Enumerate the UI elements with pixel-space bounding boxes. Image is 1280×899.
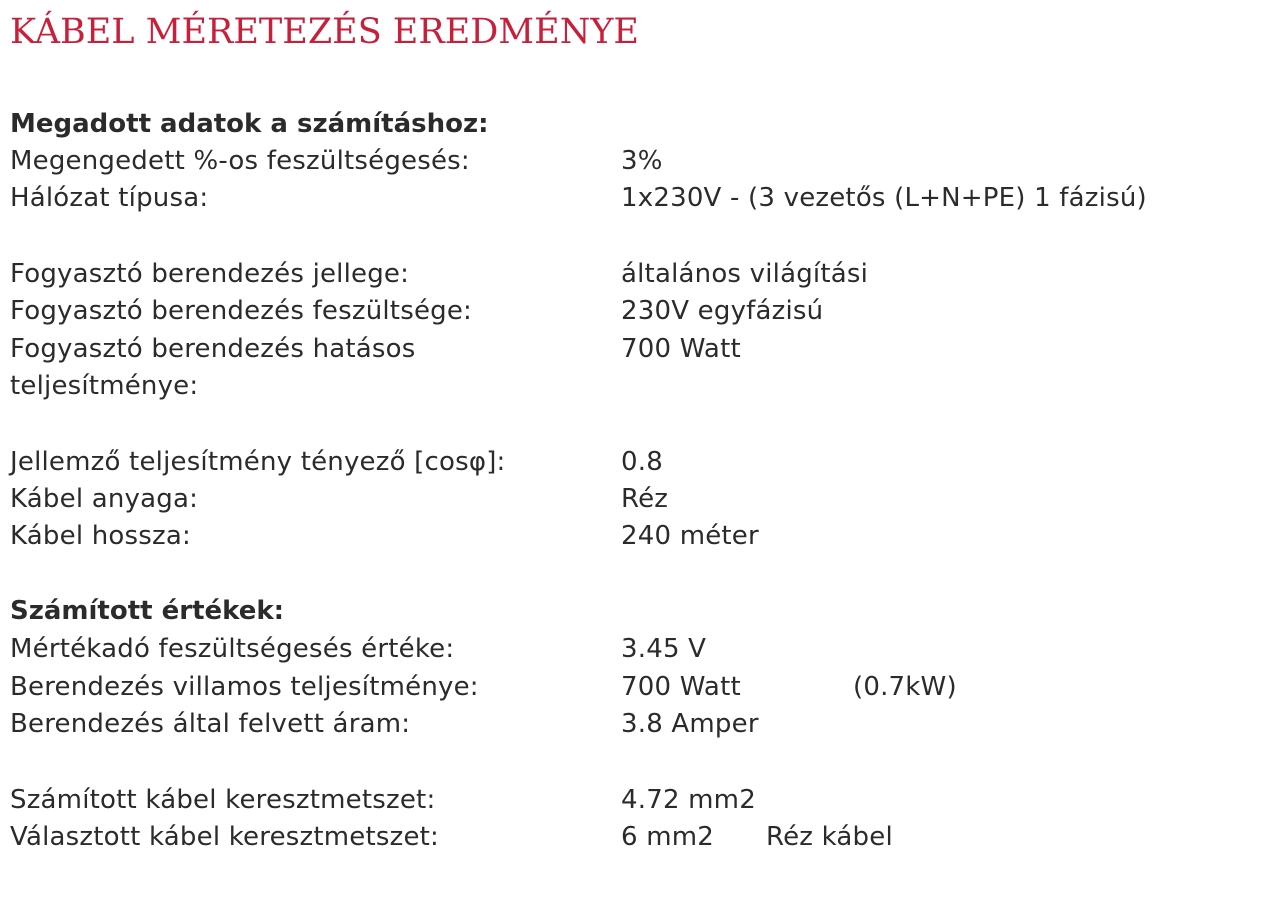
row-label: Fogyasztó berendezés hatásos teljesítménye:	[10, 334, 416, 401]
row-value: 700 Watt	[621, 672, 741, 702]
row-value: 1x230V - (3 vezetős (L+N+PE) 1 fázisú)	[621, 183, 1147, 213]
row-label: Hálózat típusa:	[10, 183, 209, 213]
row-value: 4.72 mm2	[621, 785, 756, 815]
input-section-heading: Megadott adatok a számításhoz:	[10, 109, 489, 139]
row-label: Berendezés villamos teljesítménye:	[10, 672, 479, 702]
row-label: Választott kábel keresztmetszet:	[10, 822, 440, 852]
row-label: Berendezés által felvett áram:	[10, 709, 411, 739]
row-value: 700 Watt	[621, 334, 741, 364]
row-value: 0.8	[621, 447, 663, 477]
row-label: Számított kábel keresztmetszet:	[10, 785, 436, 815]
row-value: 6 mm2	[621, 822, 715, 852]
row-label: Fogyasztó berendezés feszültsége:	[10, 296, 473, 326]
row-value: általános világítási	[621, 259, 869, 289]
calc-section-heading: Számított értékek:	[10, 596, 285, 626]
row-value: 240 méter	[621, 521, 759, 551]
page-title: KÁBEL MÉRETEZÉS EREDMÉNYE	[10, 12, 639, 52]
row-value: 3%	[621, 146, 663, 176]
row-extra-value: (0.7kW)	[853, 672, 957, 702]
row-label: Mértékadó feszültségesés értéke:	[10, 634, 455, 664]
row-label: Kábel anyaga:	[10, 484, 199, 514]
row-value: 230V egyfázisú	[621, 296, 824, 326]
row-label: Fogyasztó berendezés jellege:	[10, 259, 410, 289]
row-label: Megengedett %-os feszültségesés:	[10, 146, 470, 176]
row-label: Kábel hossza:	[10, 521, 191, 551]
row-extra-value: Réz kábel	[766, 822, 893, 852]
row-label: Jellemző teljesítmény tényező [cosφ]:	[10, 447, 506, 477]
row-value: 3.45 V	[621, 634, 707, 664]
row-value: 3.8 Amper	[621, 709, 759, 739]
row-value: Réz	[621, 484, 669, 514]
